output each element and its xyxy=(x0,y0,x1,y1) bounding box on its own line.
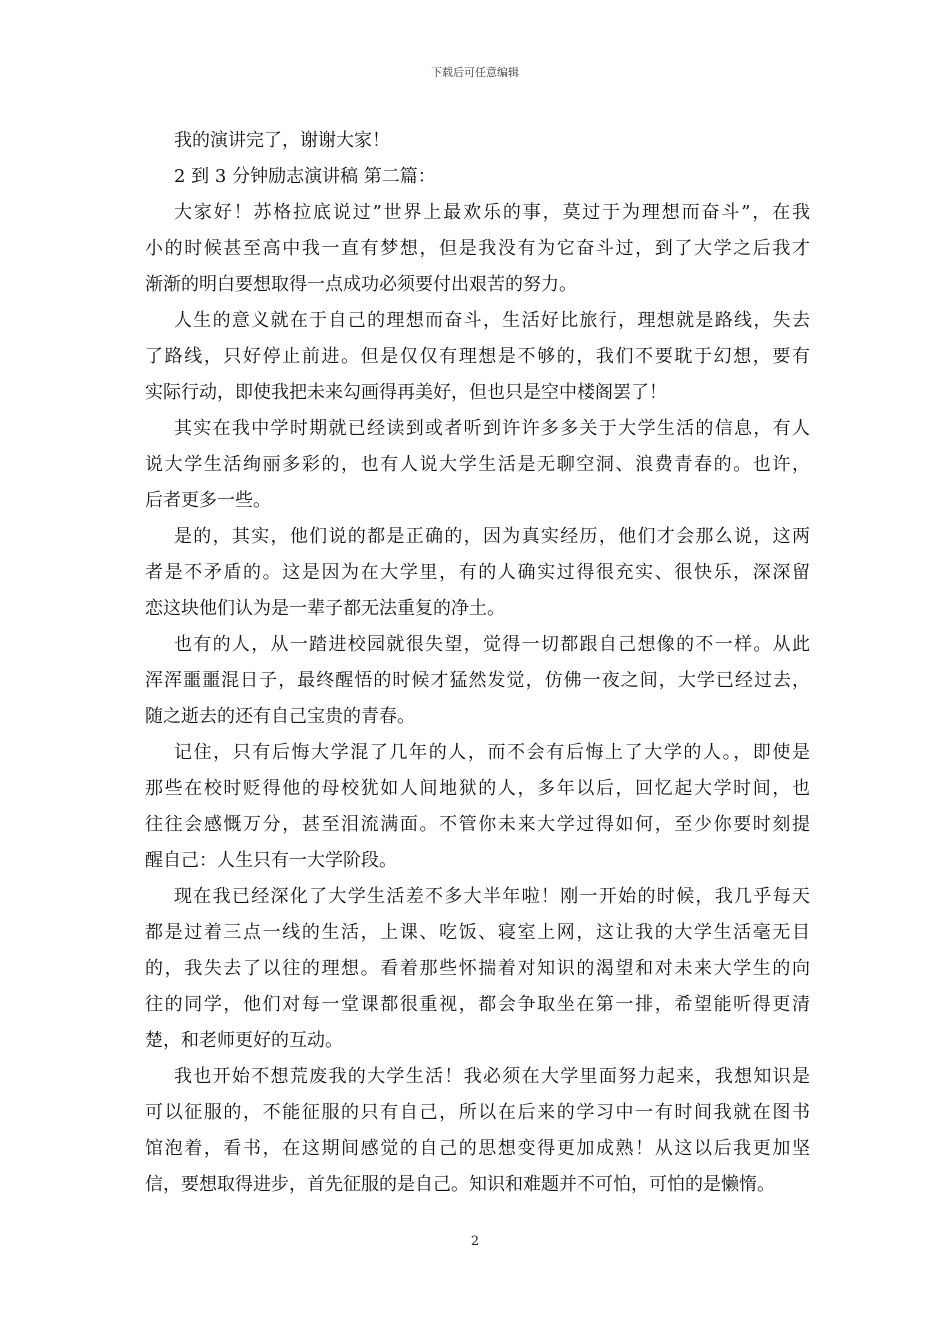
section-heading: 2 到 3 分钟励志演讲稿 第二篇： xyxy=(174,166,436,187)
paragraph-line: 的，我失去了以往的理想。看着那些怀揣着对知识的渴望和对未来大学生的向 xyxy=(145,958,810,979)
paragraph-line: 馆泡着，看书，在这期间感觉的自己的思想变得更加成熟！从这以后我更加坚 xyxy=(145,1138,810,1159)
paragraph-line: 大家好！苏格拉底说过”世界上最欢乐的事，莫过于为理想而奋斗”，在我 xyxy=(174,202,810,223)
paragraph-line: 后者更多一些。 xyxy=(145,490,271,511)
paragraph-line: 都是过着三点一线的生活，上课、吃饭、寝室上网，这让我的大学生活毫无目 xyxy=(145,922,810,943)
page-header: 下载后可任意编辑 xyxy=(431,66,519,79)
page-number: 2 xyxy=(470,1234,480,1249)
paragraph-line: 记住，只有后悔大学混了几年的人，而不会有后悔上了大学的人。，即使是 xyxy=(174,742,810,763)
paragraph-line: 者是不矛盾的。这是因为在大学里，有的人确实过得很充实、很快乐，深深留 xyxy=(145,562,810,583)
paragraph-line: 现在我已经深化了大学生活差不多大半年啦！刚一开始的时候，我几乎每天 xyxy=(174,886,810,907)
paragraph-line: 那些在校时贬得他的母校犹如人间地狱的人，多年以后，回忆起大学时间，也 xyxy=(145,778,810,799)
paragraph-line: 是的，其实，他们说的都是正确的，因为真实经历，他们才会那么说，这两 xyxy=(174,526,810,547)
paragraph-line: 我的演讲完了，谢谢大家！ xyxy=(174,130,390,151)
paragraph-line: 楚，和老师更好的互动。 xyxy=(145,1030,343,1051)
paragraph-line: 也有的人，从一踏进校园就很失望，觉得一切都跟自己想像的不一样。从此 xyxy=(174,634,810,655)
paragraph-line: 随之逝去的还有自己宝贵的青春。 xyxy=(145,706,415,727)
paragraph-line: 实际行动，即使我把未来勾画得再美好，但也只是空中楼阁罢了！ xyxy=(145,382,667,403)
paragraph-line: 可以征服的，不能征服的只有自己，所以在后来的学习中一有时间我就在图书 xyxy=(145,1102,810,1123)
document-body xyxy=(145,123,810,1203)
paragraph-line: 渐渐的明白要想取得一点成功必须要付出艰苦的努力。 xyxy=(145,274,577,295)
paragraph-line: 说大学生活绚丽多彩的，也有人说大学生活是无聊空洞、浪费青春的。也许， xyxy=(145,454,810,475)
paragraph-line: 往的同学，他们对每一堂课都很重视，都会争取坐在第一排，希望能听得更清 xyxy=(145,994,810,1015)
paragraph-line: 人生的意义就在于自己的理想而奋斗，生活好比旅行，理想就是路线，失去 xyxy=(174,310,810,331)
paragraph-line: 恋这块他们认为是一辈子都无法重复的净土。 xyxy=(145,598,505,619)
paragraph-line: 信，要想取得进步，首先征服的是自己。知识和难题并不可怕，可怕的是懒惰。 xyxy=(145,1174,775,1195)
paragraph-line: 浑浑噩噩混日子，最终醒悟的时候才猛然发觉，仿佛一夜之间，大学已经过去， xyxy=(145,670,810,691)
paragraph-line: 往往会感慨万分，甚至泪流满面。不管你未来大学过得如何，至少你要时刻提 xyxy=(145,814,810,835)
paragraph-line: 其实在我中学时期就已经读到或者听到许许多多关于大学生活的信息，有人 xyxy=(174,418,810,439)
paragraph-line: 醒自己：人生只有一大学阶段。 xyxy=(145,850,397,871)
paragraph-line: 我也开始不想荒废我的大学生活！我必须在大学里面努力起来，我想知识是 xyxy=(174,1066,810,1087)
paragraph-line: 了路线，只好停止前进。但是仅仅有理想是不够的，我们不要耽于幻想，要有 xyxy=(145,346,810,367)
paragraph-line: 小的时候甚至高中我一直有梦想，但是我没有为它奋斗过，到了大学之后我才 xyxy=(145,238,810,259)
